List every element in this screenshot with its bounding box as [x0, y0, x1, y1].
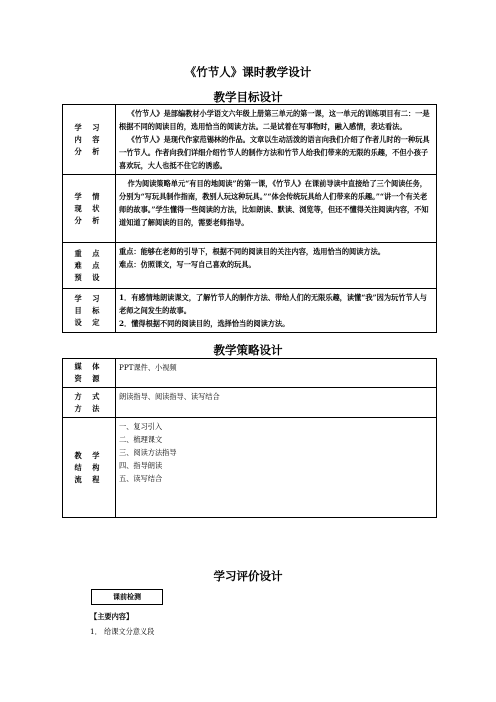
document-title: 《竹节人》课时教学设计: [184, 65, 312, 79]
list-item: 朗读指导、阅读指导、读写结合: [119, 392, 220, 401]
table-row: [63, 388, 437, 418]
row-content-content-analysis: [116, 105, 437, 175]
table-row: [63, 105, 437, 175]
main-content-heading: 【主要内容】: [90, 612, 134, 621]
table-row: [63, 243, 437, 289]
row-label-key-points: 重 点 难 点 预 设: [63, 243, 116, 289]
list-item: 1． 给课文分意义段: [90, 627, 155, 636]
row-label-learner-analysis: 学 情 现 状 分 析: [63, 175, 116, 243]
table-row: [63, 289, 437, 333]
row-content-media: [116, 359, 437, 388]
paragraph: 作为阅读策略单元“有目的地阅读”的第一课，《竹节人》在课前导读中直接给了三个阅读任务，分别为“写玩具制作指南，教别人玩这种玩具。”“体会传统玩具给人们带来的乐趣。”“讲一个有关老师的故事。”学生懂得一些阅读的方法，比如朗读、默读、浏览等，但还不懂得关注阅读内容，不知道知道了解阅读的目的，需要老师指导。: [119, 179, 429, 227]
section-title-strategy: 教学策略设计: [213, 343, 283, 357]
section-title-evaluation: 学习评价设计: [213, 569, 283, 583]
paragraph: 《竹节人》是现代作家范锡林的作品。文章以生动活泼的语言向我们介绍了作者儿时的一种玩具一竹节人。作者向我们详细介绍竹节人的制作方法和竹节人给我们带来的无限的乐趣，不但小孩子喜欢玩，大人也抵不住它的诱惑。: [119, 135, 430, 170]
row-label-media: 媒 体 资 源: [63, 359, 116, 388]
row-label-methods: 方 式 方 法: [63, 388, 116, 418]
row-label-content-analysis: 学 习 内 容 分 析: [63, 105, 116, 175]
list-item: 二、梳理课文: [119, 435, 163, 444]
row-content-structure: [116, 418, 437, 518]
list-item: 三、阅读方法指导: [119, 448, 177, 457]
strategy-table: [62, 358, 437, 518]
list-item: 五、读写结合: [119, 474, 163, 483]
list-item: 四、指导朗读: [119, 461, 163, 470]
paragraph: 《竹节人》是部编教材小学语文六年级上册第三单元的第一课，这一单元的训练项目有二：一是根据不同的阅读目的，选用恰当的阅读方法。二是试着在写事物时，融入感情，表达看法。: [119, 109, 430, 131]
list-item: 一、复习引入: [119, 422, 163, 431]
row-content-learning-goals: [116, 289, 437, 333]
table-row: [63, 175, 437, 243]
goal-table: [62, 104, 437, 333]
paragraph: 1．有感情地朗读课文，了解竹节人的制作方法、带给人们的无限乐趣，读懂“我”因为玩竹节人与老师之间发生的故事。: [119, 293, 427, 315]
row-content-learner-analysis: [116, 175, 437, 243]
table-row: [63, 359, 437, 388]
row-label-structure: 教 学 结 构 流 程: [63, 418, 116, 518]
paragraph: 重点：能够在老师的引导下，根据不同的阅读目的关注内容，选用恰当的阅读方法。: [119, 247, 385, 256]
section-title-goals: 教学目标设计: [213, 90, 283, 104]
row-label-learning-goals: 学 习 目 标 设 定: [63, 289, 116, 333]
paragraph: 难点：仿照课文，写一写自己喜欢的玩具。: [119, 260, 256, 269]
paragraph: 2．懂得根据不同的阅读目的，选择恰当的阅读方法。: [119, 319, 290, 328]
row-content-methods: [116, 388, 437, 418]
pre-class-test-box: 课前检测: [91, 589, 163, 605]
row-content-key-points: [116, 243, 437, 289]
list-item: PPT课件、小视频: [119, 363, 177, 372]
table-row: [63, 418, 437, 518]
